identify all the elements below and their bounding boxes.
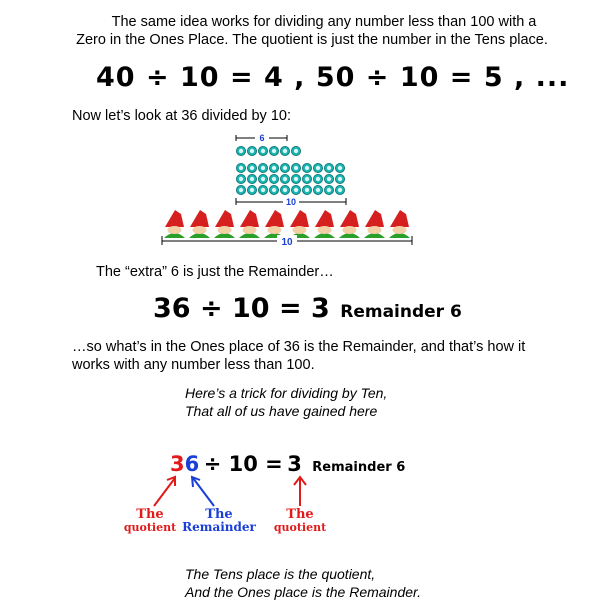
poem2-line-1: The Tens place is the quotient, xyxy=(185,566,376,582)
annotated-equation xyxy=(170,452,405,476)
look-at-text: Now let’s look at 36 divided by 10: xyxy=(72,108,291,124)
poem-verse-2 xyxy=(185,565,421,601)
coin-group xyxy=(236,146,344,194)
coin xyxy=(280,146,289,155)
coin xyxy=(313,185,322,194)
intro-line-1: The same idea works for dividing any number less than 100 with a xyxy=(111,14,537,30)
example-equation: 40 ÷ 10 = 4 , 50 ÷ 10 = 5 , ... xyxy=(96,62,570,93)
label-remainder-bottom: Remainder xyxy=(182,520,256,534)
equation-remainder: Remainder 6 xyxy=(340,302,462,322)
coin xyxy=(291,174,300,183)
mid-bracket-label: 10 xyxy=(285,197,297,207)
coin xyxy=(269,146,278,155)
bottom-bracket-label: 10 xyxy=(281,237,293,248)
coin xyxy=(291,163,300,172)
coin xyxy=(280,174,289,183)
equation-middle: ÷ 10 = xyxy=(203,452,283,476)
equation-answer: 3 xyxy=(287,452,302,476)
label-remainder xyxy=(182,508,256,534)
ones-digit: 6 xyxy=(184,452,200,476)
coin xyxy=(291,146,300,155)
gnome xyxy=(189,210,210,238)
label-remainder-top: The xyxy=(205,507,233,522)
equation-lhs: 36 ÷ 10 = 3 xyxy=(153,293,330,324)
gnome xyxy=(164,210,185,238)
coin xyxy=(236,146,245,155)
coin xyxy=(324,174,333,183)
coin xyxy=(247,185,256,194)
ones-line-2: works with any number less than 100. xyxy=(72,357,315,373)
coin xyxy=(247,146,256,155)
coin xyxy=(324,185,333,194)
intro-line-2: Zero in the Ones Place. The quotient is just the number in the Tens place. xyxy=(76,32,548,48)
gnome xyxy=(264,210,285,238)
coin xyxy=(258,185,267,194)
coin xyxy=(247,163,256,172)
label-quotient-left-top: The xyxy=(136,507,164,522)
division-figure xyxy=(150,130,420,250)
gnome xyxy=(364,210,385,238)
gnome-group xyxy=(164,210,410,238)
coin xyxy=(335,163,344,172)
coin xyxy=(335,174,344,183)
coin xyxy=(258,174,267,183)
poem1-line-1: Here’s a trick for dividing by Ten, xyxy=(185,385,388,401)
coin xyxy=(247,174,256,183)
coin xyxy=(302,185,311,194)
gnome xyxy=(389,210,410,238)
red-arrow-left xyxy=(154,477,175,506)
poem1-line-2: That all of us have gained here xyxy=(185,403,378,419)
annotation-arrows xyxy=(140,474,340,510)
gnome xyxy=(339,210,360,238)
coin xyxy=(236,174,245,183)
label-quotient-right-top: The xyxy=(286,507,314,522)
tens-digit: 3 xyxy=(170,452,185,476)
coin xyxy=(313,174,322,183)
top-bracket-label: 6 xyxy=(259,133,265,143)
coin xyxy=(269,174,278,183)
gnome xyxy=(289,210,310,238)
coin xyxy=(324,163,333,172)
extra-remainder-text: The “extra” 6 is just the Remainder… xyxy=(96,264,334,280)
label-quotient-left xyxy=(118,508,182,534)
intro-paragraph xyxy=(72,13,552,49)
gnome xyxy=(239,210,260,238)
coin xyxy=(280,185,289,194)
coin xyxy=(313,163,322,172)
poem-verse-1 xyxy=(185,384,387,420)
coin xyxy=(335,185,344,194)
ones-line-1: …so what’s in the Ones place of 36 is the Remainder, and that’s how it xyxy=(72,339,526,355)
label-quotient-right xyxy=(268,508,332,534)
coin xyxy=(236,163,245,172)
coin xyxy=(258,146,267,155)
coin xyxy=(291,185,300,194)
coin xyxy=(302,174,311,183)
red-arrow-right xyxy=(294,477,306,506)
coin xyxy=(302,163,311,172)
coin xyxy=(280,163,289,172)
poem2-line-2: And the Ones place is the Remainder. xyxy=(185,584,422,600)
coin xyxy=(269,185,278,194)
ones-place-paragraph xyxy=(72,338,552,374)
label-quotient-right-bottom: quotient xyxy=(273,521,327,534)
equation-36-div-10 xyxy=(153,293,462,324)
coin xyxy=(269,163,278,172)
equation-remainder-3: Remainder 6 xyxy=(312,460,406,475)
label-quotient-left-bottom: quotient xyxy=(123,521,177,534)
blue-arrow xyxy=(192,477,214,506)
coin xyxy=(258,163,267,172)
coin xyxy=(236,185,245,194)
gnome xyxy=(314,210,335,238)
gnome xyxy=(214,210,235,238)
